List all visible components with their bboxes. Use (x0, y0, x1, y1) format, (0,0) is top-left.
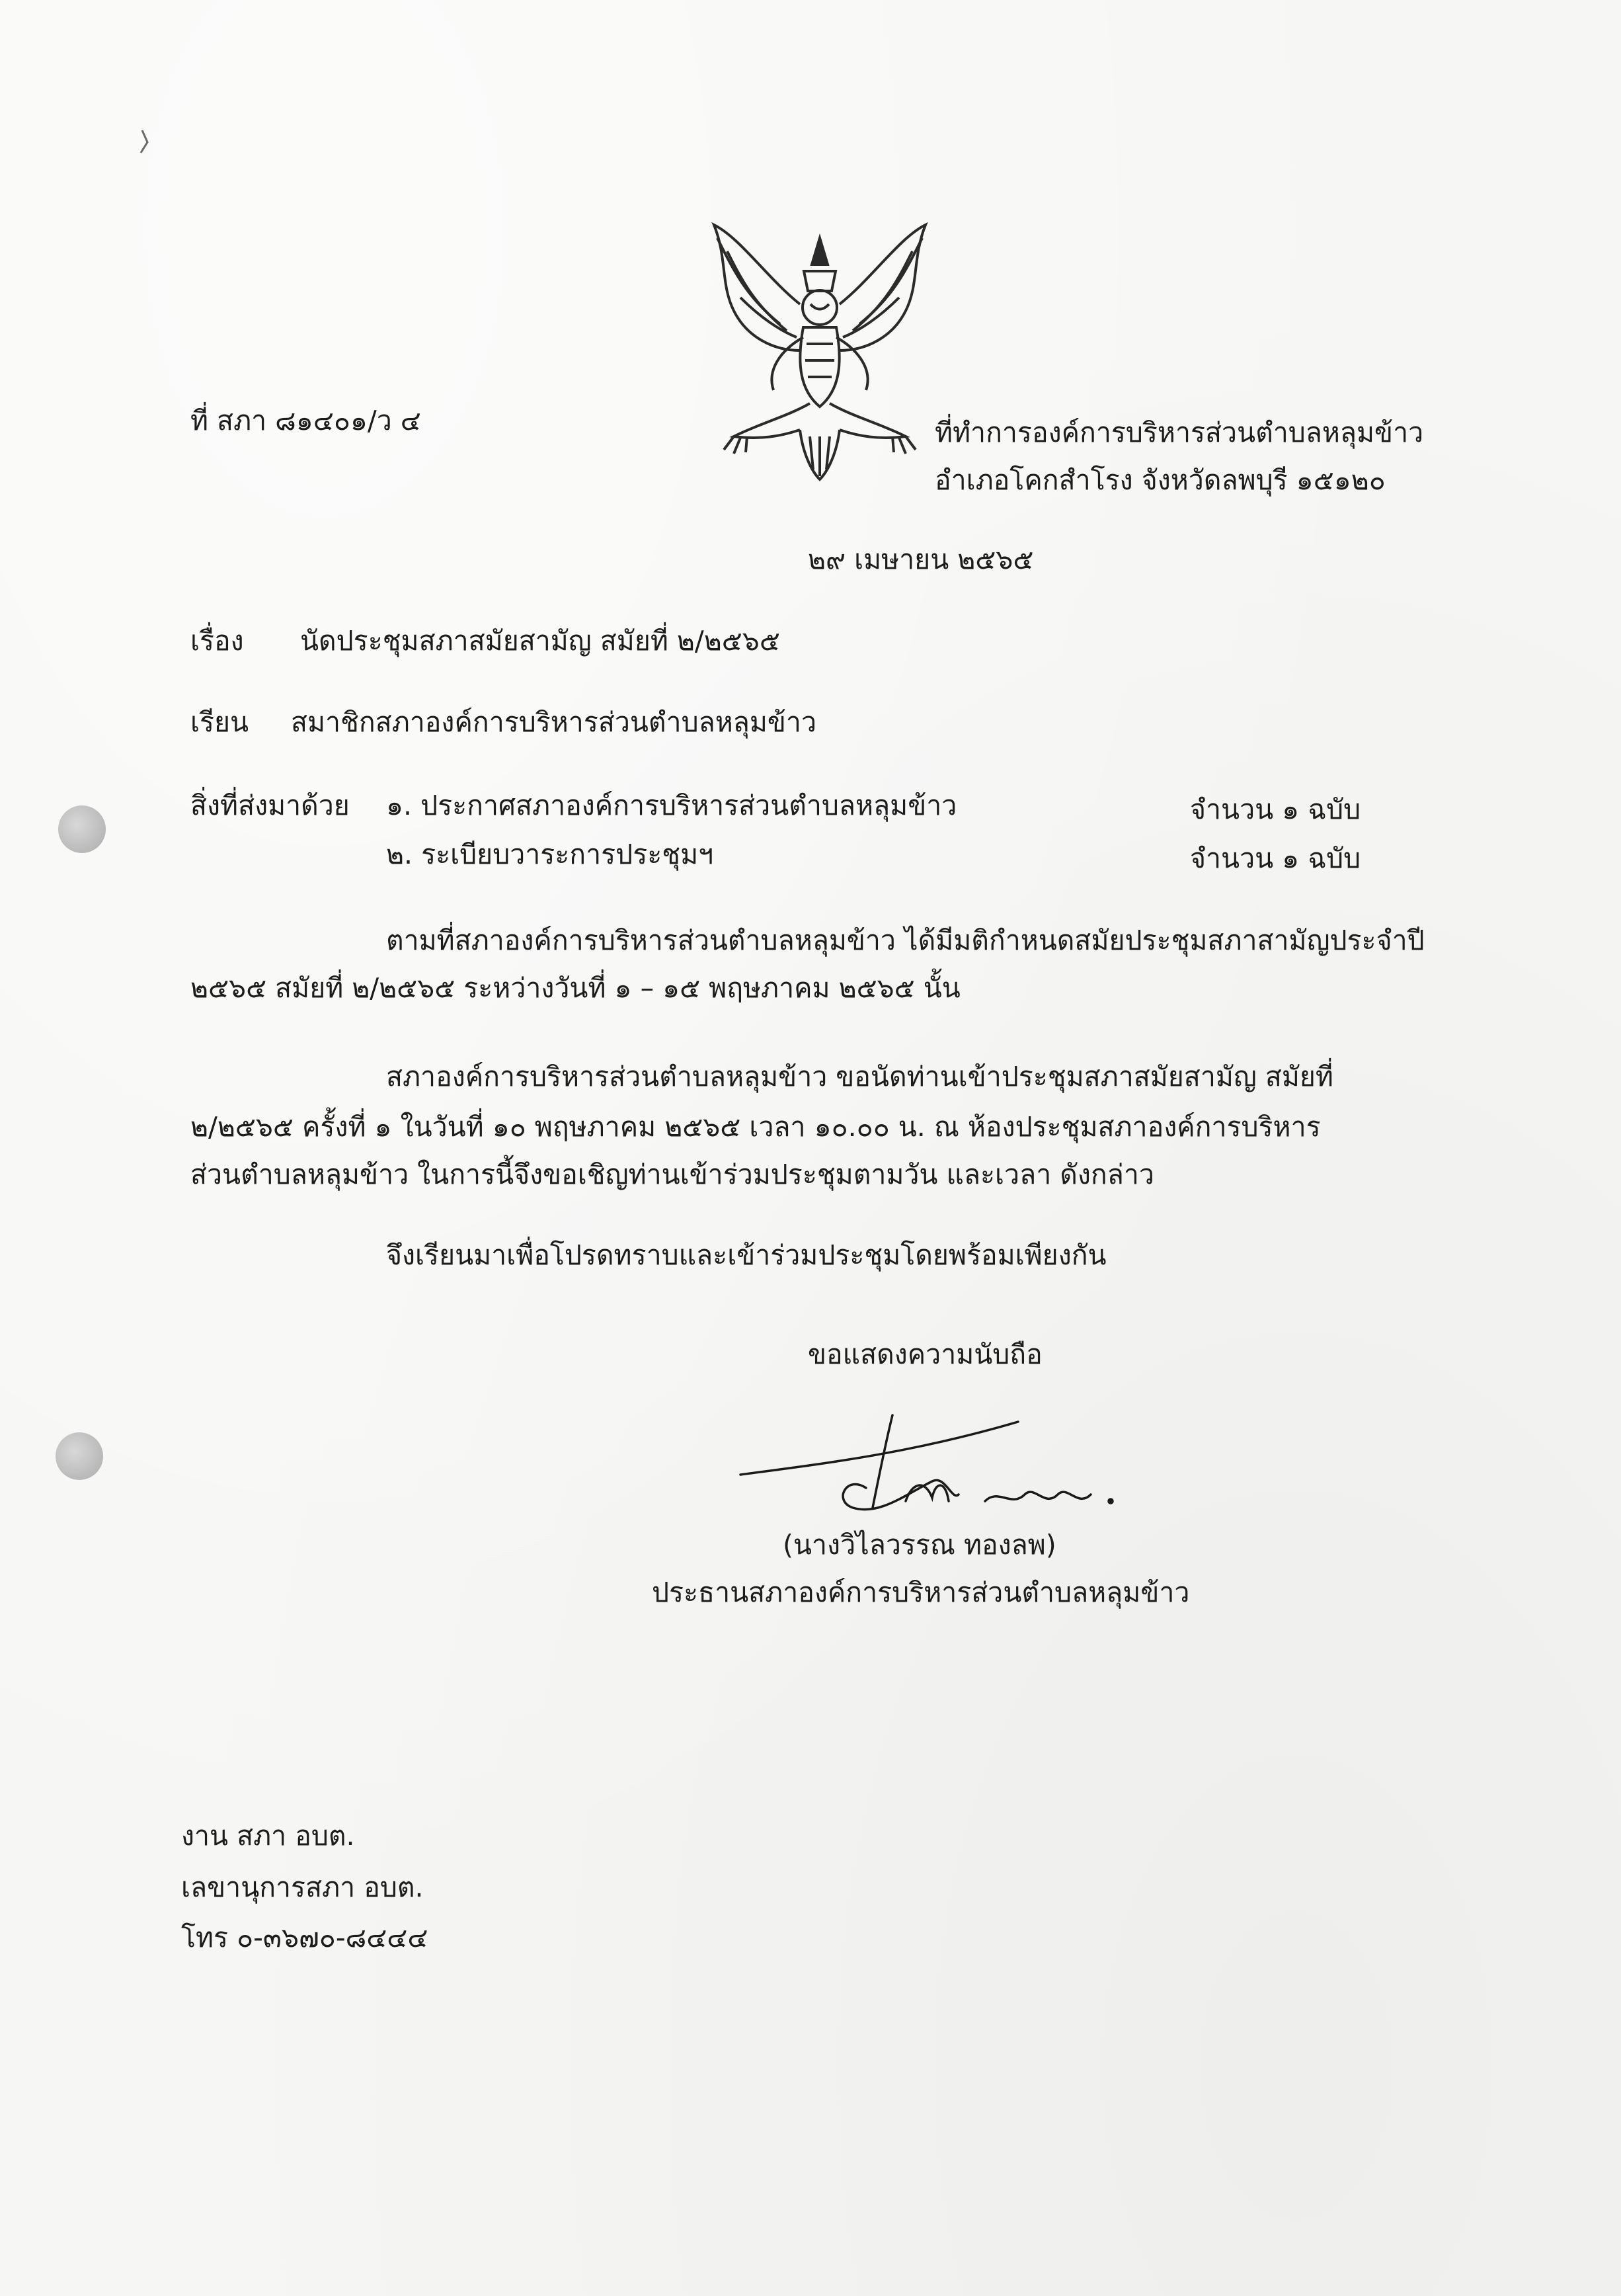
signatory-position: ประธานสภาองค์การบริหารส่วนตำบลหลุมข้าว (652, 1577, 1190, 1608)
sender-address-line2: อำเภอโคกสำโรง จังหวัดลพบุรี ๑๕๑๒๐ (935, 464, 1386, 496)
enclosures-label: สิ่งที่ส่งมาด้วย (190, 790, 350, 821)
recipient-label: เรียน (190, 706, 249, 738)
punch-hole-lower (56, 1432, 103, 1480)
enclosure-item: ๒. ระเบียบวาระการประชุมฯ (386, 839, 714, 870)
enclosure-item: ๑. ประกาศสภาองค์การบริหารส่วนตำบลหลุมข้าว (386, 790, 957, 821)
body-paragraph-2-line-2: ๒/๒๕๖๕ ครั้งที่ ๑ ในวันที่ ๑๐ พฤษภาคม ๒๕๖๕ เวลา ๑๐.๐๐ น. ณ ห้องประชุมสภาองค์การบริหาร (190, 1111, 1321, 1143)
body-paragraph-2-line-3: ส่วนตำบลหลุมข้าว ในการนี้จึงขอเชิญท่านเข้าร่วมประชุมตามวัน และเวลา ดังกล่าว (190, 1159, 1154, 1190)
punch-hole-upper (58, 805, 106, 853)
closing-salutation: ขอแสดงความนับถือ (808, 1338, 1043, 1370)
footer-department: งาน สภา อบต. (181, 1820, 355, 1852)
footer-phone: โทร ๐-๓๖๗๐-๘๔๔๔ (181, 1922, 428, 1953)
subject-label: เรื่อง (190, 625, 244, 657)
handwritten-signature-icon (734, 1402, 1130, 1534)
body-paragraph-1-line-1: ตามที่สภาองค์การบริหารส่วนตำบลหลุมข้าว ได้มีมติกำหนดสมัยประชุมสภาสามัญประจำปี (386, 924, 1425, 956)
enclosure-qty: จำนวน ๑ ฉบับ (1190, 842, 1361, 874)
body-paragraph-3: จึงเรียนมาเพื่อโปรดทราบและเข้าร่วมประชุมโดยพร้อมเพียงกัน (386, 1239, 1107, 1271)
sender-address-line1: ที่ทำการองค์การบริหารส่วนตำบลหลุมข้าว (935, 417, 1424, 448)
body-paragraph-1-line-2: ๒๕๖๕ สมัยที่ ๒/๒๕๖๕ ระหว่างวันที่ ๑ – ๑๕ พฤษภาคม ๒๕๖๕ นั้น (190, 972, 961, 1004)
recipient-text: สมาชิกสภาองค์การบริหารส่วนตำบลหลุมข้าว (291, 706, 816, 738)
body-paragraph-2-line-1: สภาองค์การบริหารส่วนตำบลหลุมข้าว ขอนัดท่านเข้าประชุมสภาสมัยสามัญ สมัยที่ (386, 1061, 1333, 1092)
paper-crease-mark (136, 129, 155, 155)
enclosure-qty: จำนวน ๑ ฉบับ (1190, 794, 1361, 825)
footer-secretary: เลขานุการสภา อบต. (181, 1871, 424, 1903)
signatory-name: (นางวิไลวรรณ ทองลพ) (783, 1529, 1056, 1561)
subject-text: นัดประชุมสภาสมัยสามัญ สมัยที่ ๒/๒๕๖๕ (300, 625, 780, 657)
reference-number: ที่ สภา ๘๑๔๐๑/ว ๔ (190, 405, 421, 436)
garuda-emblem-icon (688, 212, 952, 489)
letter-date: ๒๙ เมษายน ๒๕๖๕ (808, 544, 1034, 575)
